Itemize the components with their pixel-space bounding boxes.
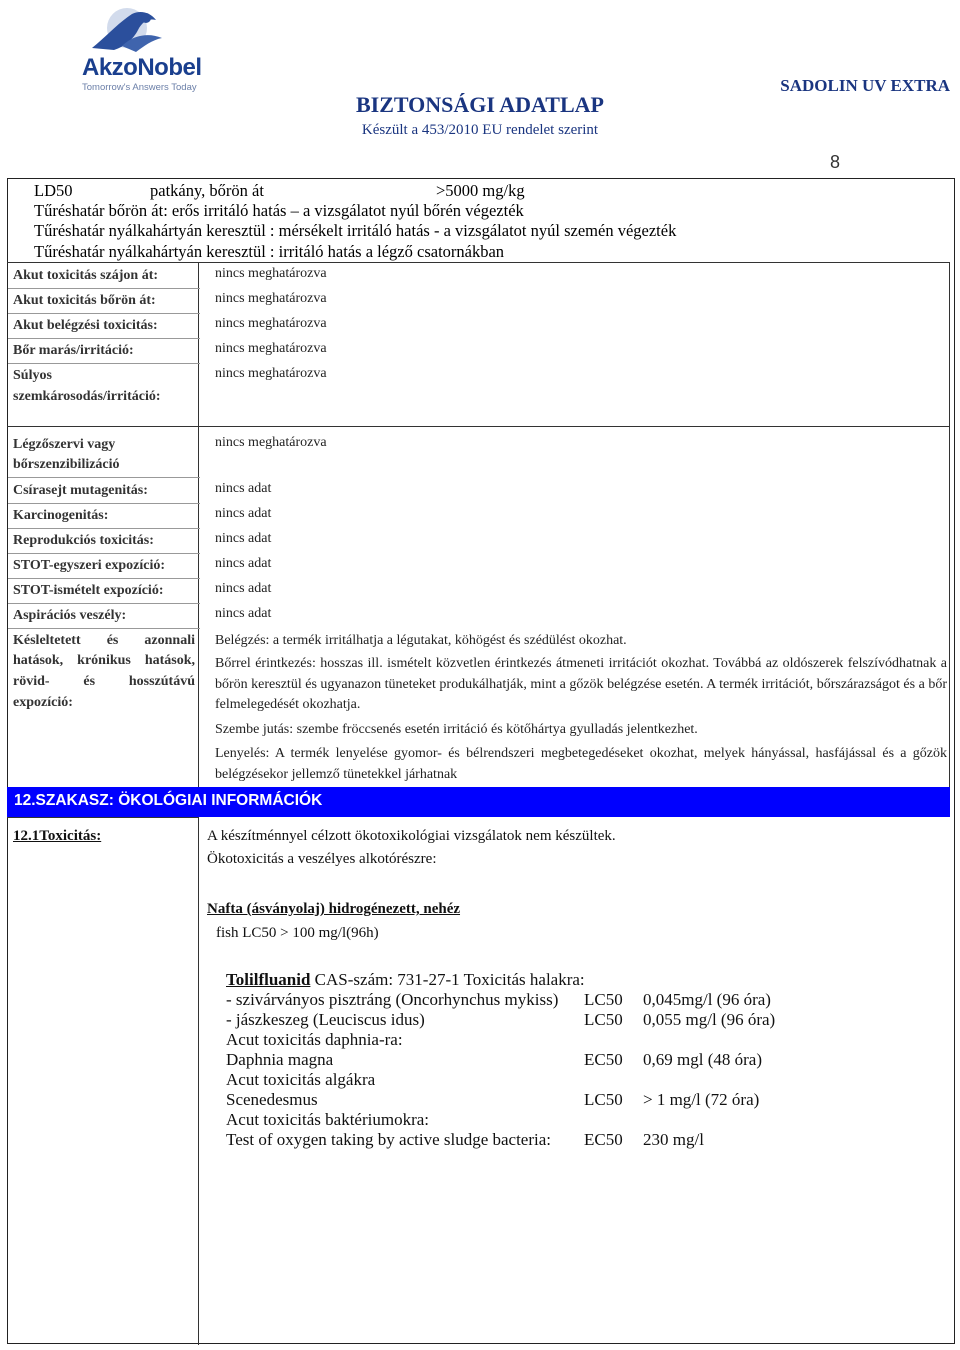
row-value-reproductive: nincs adat	[215, 531, 272, 546]
tox-desc: - jászkeszeg (Leuciscus idus)	[226, 1010, 425, 1029]
row-separator	[8, 553, 200, 554]
nafta-value: fish LC50 > 100 mg/l(96h)	[216, 925, 379, 941]
row-label-dermal: Akut toxicitás bőrön át:	[13, 293, 156, 308]
row-label-eye-damage-line2: szemkárosodás/irritáció:	[13, 389, 161, 404]
tox-test: EC50	[584, 1130, 623, 1149]
effect-inhalation: Belégzés: a termék irritálhatja a légutakat, köhögést és szédülést okozhat.	[215, 633, 627, 648]
row-value-aspiration: nincs adat	[215, 606, 272, 621]
tolilfluanid-cas: CAS-szám: 731-27-1 Toxicitás halakra:	[310, 970, 585, 989]
section-12-heading: 12.SZAKASZ: ÖKOLÓGIAI INFORMÁCIÓK	[14, 792, 323, 809]
row-separator	[8, 528, 200, 529]
row-label-inhalation: Akut belégzési toxicitás:	[13, 318, 158, 333]
delayed-label-line2: hatások, krónikus hatások,	[13, 653, 195, 668]
ld50-species: patkány, bőrön át	[150, 181, 264, 200]
row-label-stot-single: STOT-egyszeri expozíció:	[13, 558, 166, 573]
row-value-sensitisation: nincs meghatározva	[215, 435, 327, 450]
row-value-stot-repeated: nincs adat	[215, 581, 272, 596]
row-label-stot-repeated: STOT-ismételt expozíció:	[13, 583, 164, 598]
row-label-skin-corrosion: Bőr marás/irritáció:	[13, 343, 134, 358]
effect-skin: Bőrrel érintkezés: hosszas ill. ismételt közvetlen érintkezés átmeneti irritációt okozhat. Továbbá az oldószerek felszívódhatnak a bőrön keresztül és ugyanazon tüneteket produkálhatják, mint a gőzök belégzése esetén. A termék irritációt, bőrszárazságot és a bőr felmelegedését okozhatja.	[215, 656, 947, 712]
row-label-sensitisation-line1: Légzőszervi vagy	[13, 437, 116, 452]
row-label-reproductive: Reprodukciós toxicitás:	[13, 533, 154, 548]
row-label-oral: Akut toxicitás szájon át:	[13, 268, 159, 283]
section-12-divider	[198, 817, 199, 1345]
delayed-label-line3: rövid- és hosszútávú	[13, 674, 195, 689]
ld50-label: LD50	[34, 181, 73, 200]
logo-tagline: Tomorrow's Answers Today	[82, 82, 197, 93]
row-value-mutagenicity: nincs adat	[215, 481, 272, 496]
row-separator	[8, 313, 200, 314]
row-label-mutagenicity: Csírasejt mutagenitás:	[13, 483, 148, 498]
document-title: BIZTONSÁGI ADATLAP	[356, 92, 604, 117]
row-value-eye-damage: nincs meghatározva	[215, 366, 327, 381]
row-value-inhalation: nincs meghatározva	[215, 316, 327, 331]
table-top-rule	[7, 262, 950, 263]
section-12-rule	[7, 817, 199, 818]
row-label-eye-damage-line1: Súlyos	[13, 368, 52, 383]
intro-line-skin: Tűréshatár bőrön át: erős irritáló hatás – a vizsgálatot nyúl bőrén végezték	[34, 201, 524, 220]
toxicity-sub-label: 12.1Toxicitás:	[13, 828, 102, 844]
tox-desc: Scenedesmus	[226, 1090, 318, 1109]
tox-value: 0,045mg/l (96 óra)	[643, 990, 771, 1009]
logo-brand: AkzoNobel	[82, 54, 202, 81]
tox-desc: Acut toxicitás baktériumokra:	[226, 1110, 429, 1129]
row-separator	[8, 578, 200, 579]
tox-test: LC50	[584, 990, 623, 1009]
table-divider	[198, 262, 199, 788]
tox-desc: - szivárványos pisztráng (Oncorhynchus mykiss)	[226, 990, 559, 1009]
row-value-skin-corrosion: nincs meghatározva	[215, 341, 327, 356]
effect-eye: Szembe jutás: szembe fröccsenés esetén irritáció és kötőhártya gyulladás jelentkezhet.	[215, 722, 698, 737]
row-separator	[8, 503, 200, 504]
document-subtitle: Készült a 453/2010 EU rendelet szerint	[361, 122, 599, 138]
delayed-label-line4: expozíció:	[13, 695, 73, 710]
row-separator	[8, 628, 200, 629]
tox-test: LC50	[584, 1010, 623, 1029]
delayed-label-line1: Késleltetett és azonnali	[13, 633, 195, 648]
intro-line-eye: Tűréshatár nyálkahártyán keresztül : mérsékelt irritáló hatás - a vizsgálatot nyúl szemén végezték	[34, 221, 677, 240]
tolilfluanid-name: Tolilfluanid	[226, 970, 311, 989]
tox-test: LC50	[584, 1090, 623, 1109]
tox-value: 230 mg/l	[643, 1130, 704, 1149]
effect-ingestion: Lenyelés: A termék lenyelése gyomor- és bélrendszeri megbetegedéseket okozhat, melyek hányással, hasfájással és a gőzök belégzésekor jellemző tünetekkel járhatnak	[215, 746, 947, 782]
eco-line-2: Ökotoxicitás a veszélyes alkotórészre:	[207, 851, 437, 867]
table-mid-rule	[7, 426, 950, 427]
product-name: SADOLIN UV EXTRA	[780, 76, 950, 95]
row-value-stot-single: nincs adat	[215, 556, 272, 571]
row-value-carcinogenicity: nincs adat	[215, 506, 272, 521]
row-separator	[8, 288, 200, 289]
row-value-dermal: nincs meghatározva	[215, 291, 327, 306]
page-number: 8	[830, 152, 841, 172]
row-value-oral: nincs meghatározva	[215, 266, 327, 281]
tox-value: > 1 mg/l (72 óra)	[643, 1090, 760, 1109]
tox-desc: Daphnia magna	[226, 1050, 334, 1069]
row-separator	[8, 603, 200, 604]
row-label-aspiration: Aspirációs veszély:	[13, 608, 127, 623]
tolilfluanid-heading	[226, 970, 585, 990]
row-separator	[8, 338, 200, 339]
tox-desc: Acut toxicitás daphnia-ra:	[226, 1030, 403, 1049]
row-label-carcinogenicity: Karcinogenitás:	[13, 508, 109, 523]
ld50-value: >5000 mg/kg	[436, 181, 525, 200]
akzonobel-logo	[52, 6, 202, 98]
tox-value: 0,69 mgl (48 óra)	[643, 1050, 762, 1069]
row-label-sensitisation-line2: bőrszenzibilizáció	[13, 457, 120, 472]
tox-desc: Acut toxicitás algákra	[226, 1070, 376, 1089]
nafta-title: Nafta (ásványolaj) hidrogénezett, nehéz	[207, 901, 461, 917]
row-separator	[8, 363, 200, 364]
intro-line-respiratory: Tűréshatár nyálkahártyán keresztül : irritáló hatás a légző csatornákban	[34, 242, 505, 261]
table-right-rule	[949, 262, 950, 788]
tox-desc: Test of oxygen taking by active sludge bacteria:	[226, 1130, 552, 1149]
eco-line-1: A készítménnyel célzott ökotoxikológiai vizsgálatok nem készültek.	[207, 828, 616, 844]
tox-value: 0,055 mg/l (96 óra)	[643, 1010, 776, 1029]
row-separator	[8, 477, 200, 478]
tox-test: EC50	[584, 1050, 623, 1069]
